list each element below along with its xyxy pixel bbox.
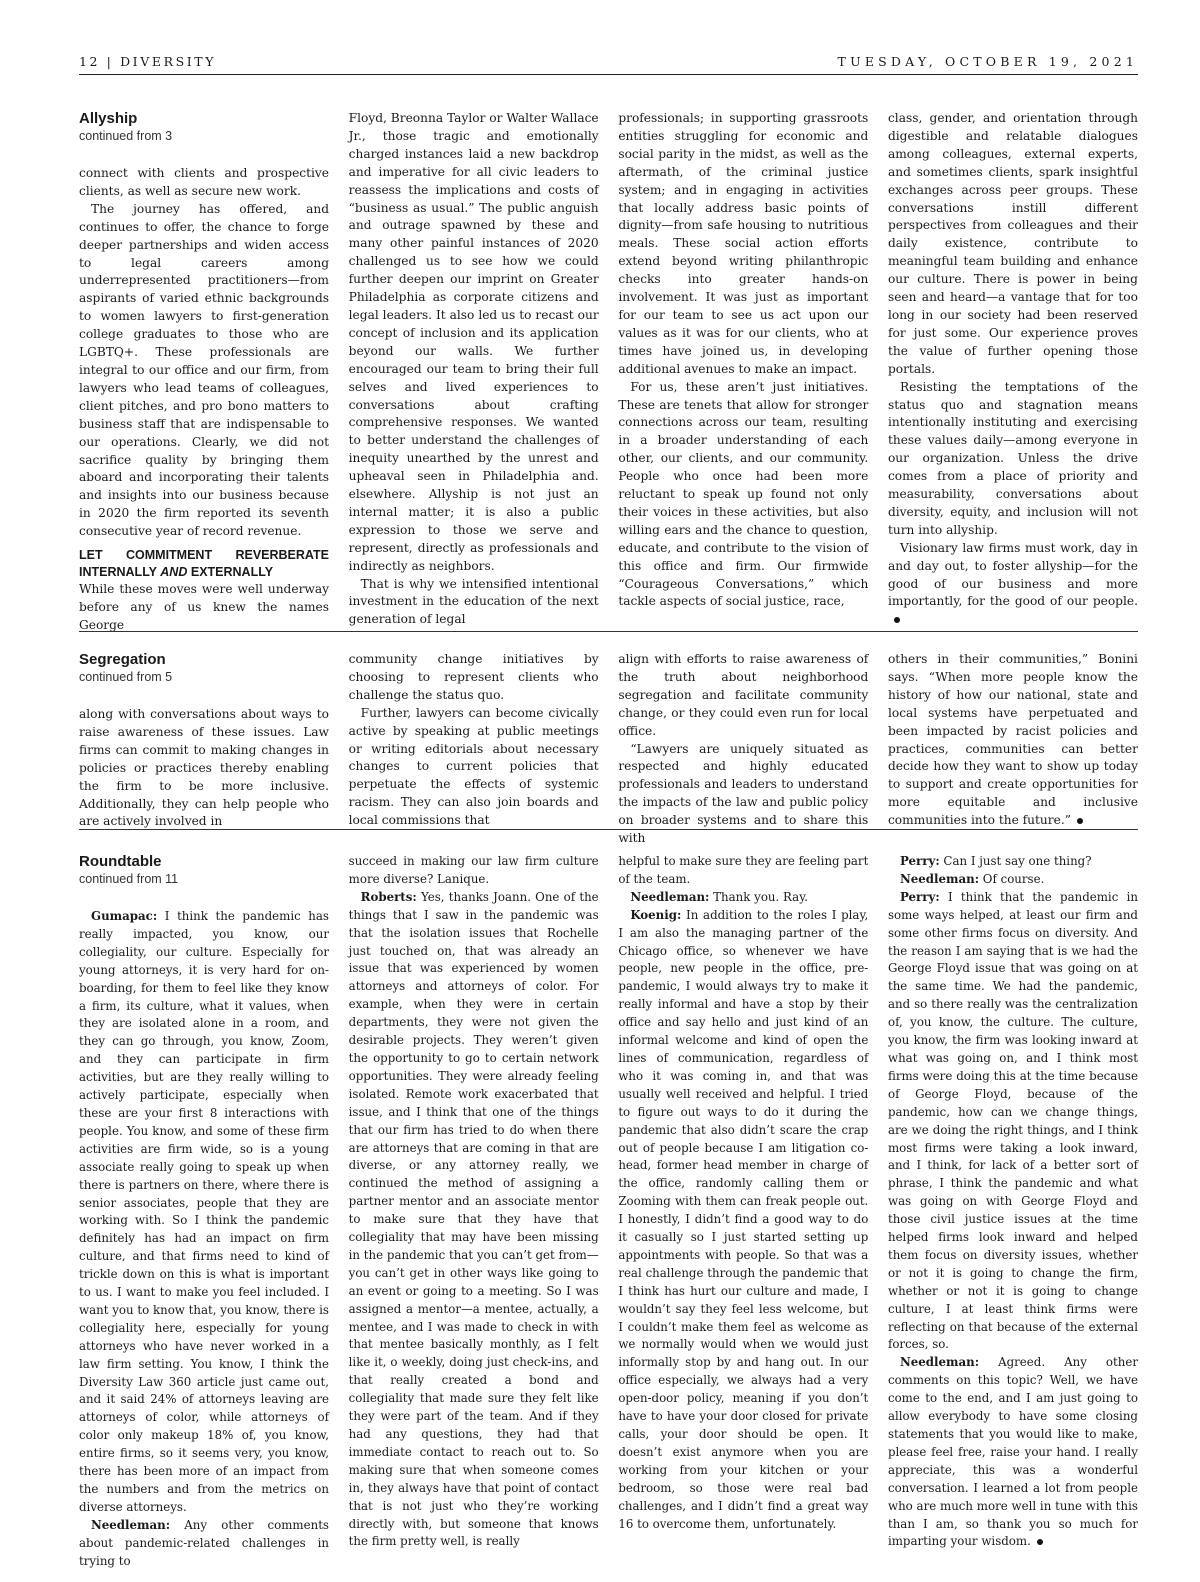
continued-note: continued from 3 bbox=[79, 129, 173, 143]
roundtable-col-4 bbox=[888, 853, 1138, 1571]
paragraph: Floyd, Breonna Taylor or Walter Wallace Jr., those tragic and emotionally charged instances laid a new backdrop and imperative for all civic leaders to reassess the implications and costs of “business as usual.” The public anguish and outrage spawned by these and many other painful instances of 2020 challenged us to see how we could further deepen our imprint on Greater Philadelphia as corporate citizens and legal leaders. It also led us to recast our concept of inclusion and its application beyond our walls. We further encouraged our team to bring their full selves and lived experiences to conversations about crafting comprehensive responses. We wanted to better understand the challenges of inequity unearthed by the unrest and upheaval seen in Philadelphia and. elsewhere. Allyship is not just an internal matter; it is also a public expression to those we serve and represent, directly as professionals and indirectly as neighbors. bbox=[348, 111, 599, 573]
segregation-col-1 bbox=[79, 651, 329, 848]
article-segregation bbox=[79, 651, 1138, 848]
paragraph: The journey has offered, and continues to offer, the chance to forge deeper partnerships and widen access to legal careers among underrepresented practitioners—from aspirants of varied ethnic backgrounds to women lawyers to first-generation college graduates to those who are LGBTQ+. These professionals are integral to our office and our firm, from lawyers who lead teams of colleagues, client pitches, and pro bono matters to business staff that are indispensable to our operations. Clearly, we did not sacrifice quality by bringing them aboard and incorporating their talents and insights into our business because in 2020 the firm reported its seventh consecutive year of record revenue. bbox=[79, 201, 329, 539]
subheading: LET COMMITMENT REVERBERATE INTERNALLY AND EXTERNALLY bbox=[79, 548, 329, 580]
paragraph: community change initiatives by choosing to represent clients who challenge the status quo. bbox=[348, 652, 599, 702]
article-title: Allyship bbox=[79, 110, 138, 127]
allyship-col-2 bbox=[349, 110, 599, 635]
paragraph: connect with clients and prospective clients, as well as secure new work. bbox=[79, 166, 329, 198]
paragraph-end: Visionary law firms must work, day in and day out, to foster allyship—for the good of our business and more importantly, for the good of our people. bbox=[888, 540, 1138, 630]
segregation-col-3 bbox=[618, 651, 868, 848]
header-rule bbox=[79, 74, 1138, 75]
article-allyship bbox=[79, 110, 1138, 635]
paragraph: helpful to make sure they are feeling part of the team. bbox=[618, 854, 869, 886]
paragraph: professionals; in supporting grassroots entities struggling for economic and social parity in the midst, as well as the aftermath, of the criminal justice system; and in engaging in activities that locally address basic points of dignity—from safe housing to nutritious meals. These social action efforts extend beyond writing philanthropic checks into greater hands-on involvement. It was just as important for our team to see us act upon our values as it was for our clients, who at times have joined us, in developing additional avenues to make an impact. bbox=[618, 111, 869, 376]
segregation-col-2 bbox=[349, 651, 599, 848]
roundtable-col-2 bbox=[349, 853, 599, 1571]
paragraph: Gumapac: I think the pandemic has really impacted, you know, our collegiality, our culture. Especially for young attorneys, it is very hard for on-boarding, for them to feel like they know a firm, its culture, what it values, when they are isolated alone in a room, and they can go through, you know, Zoom, and they can participate in firm activities, but are they really willing to actively participate, especially when these are your first 8 interactions with people. You know, and some of these firm activities are firm wide, so is a young associate really going to speak up when there is partners on there, where there is senior associates, people that they are working with. So I think the pandemic definitely has had an impact on firm culture, and that firms need to kind of trickle down on this is what is important to us. I want to make you feel included. I want you to know that, you know, there is collegiality here, especially for young attorneys who have never worked in a law firm setting. You know, I think the Diversity Law 360 article just came out, and it said 24% of attorneys leaving are attorneys of color, while attorneys of color only makeup 18% of, you know, entire firms, so it seems very, you know, there has been more of an impact from the numbers and from the metrics on diverse attorneys. bbox=[79, 909, 329, 1514]
segregation-col-4 bbox=[888, 651, 1138, 848]
roundtable-col-1 bbox=[79, 853, 329, 1571]
paragraph: For us, these aren’t just initiatives. These are tenets that allow for stronger connections across our team, resulting in a broader understanding of each other, our clients, and our community. People who once had been more reluctant to speak up found not only their voices in these activities, but also willing ears and the chance to question, educate, and contribute to the vision of this office and firm. Our firmwide “Courageous Conversations,” which tackle aspects of social justice, race, bbox=[618, 379, 869, 609]
paragraph-end: others in their communities,” Bonini says. “When more people know the history of how our national, state and local systems have perpetuated and been impacted by racist policies and practices, communities can better decide how they want to show up today to support and create opportunities for more equitable and inclusive communities into the future.” bbox=[887, 652, 1138, 828]
continued-note: continued from 11 bbox=[79, 872, 179, 886]
paragraph-end: Needleman: Agreed. Any other comments on this topic? Well, we have come to the end, and I am just going to allow everybody to have some closing statements that you would like to make, please feel free, raise your hand. I really appreciate, this was a wonderful conversation. I learned a lot from people who are much more well in tune with this than I am, so thank you so much for imparting your wisdom. bbox=[887, 1355, 1138, 1549]
allyship-col-1 bbox=[79, 110, 329, 635]
paragraph: Roberts: Yes, thanks Joann. One of the things that I saw in the pandemic was that the isolation issues that Rochelle just touched on, that was already an issue that was experienced by women attorneys and attorneys of color. For example, when they were in certain departments, they were not given the desirable projects. They weren’t given the opportunity to go to certain network opportunities. They were already feeling isolated. Remote work exacerbated that issue, and I think that one of the things that our firm has tried to do when there are attorneys that are coming in that are diverse, or any attorney really, we continued the method of assigning a partner mentor and an associate mentor to make sure that they have that collegiality that may have been missing in the pandemic that you can’t get from—you can’t get in other ways like going to an event or going to a meeting. So I was assigned a mentor—a mentee, actually, a mentee, and I was made to check in with that mentee basically monthly, as I felt like it, o weekly, doing just check-ins, and that really created a bond and collegiality that made sure they felt like they were part of the team. And if they had any questions, they had that immediate contact to reach out to. So making sure that when someone comes in, they always have that point of contact that is not just who they’re working directly with, but someone that knows the firm pretty well, is really bbox=[348, 889, 599, 1549]
article-title: Segregation bbox=[79, 651, 166, 668]
paragraph: While these moves were well underway before any of us knew the names George bbox=[79, 582, 329, 632]
page-date: TUESDAY, OCTOBER 19, 2021 bbox=[837, 54, 1138, 69]
paragraph: Perry: Can I just say one thing? bbox=[899, 854, 1092, 868]
page-header bbox=[79, 54, 1138, 74]
paragraph: Needleman: Any other comments about pandemic-related challenges in trying to bbox=[79, 1517, 329, 1568]
allyship-col-3 bbox=[618, 110, 868, 635]
end-mark-icon bbox=[1037, 1539, 1043, 1545]
paragraph: succeed in making our law firm culture more diverse? Lanique. bbox=[348, 854, 599, 886]
article-title: Roundtable bbox=[79, 853, 162, 870]
section-divider bbox=[79, 829, 1138, 830]
paragraph: class, gender, and orientation through digestible and relatable dialogues among colleagues, external experts, and sometimes clients, spark insightful exchanges across peer groups. These conversations instill different perspectives from colleagues and their daily existence, contribute to meaningful team building and enhance our culture. There is power in being seen and heard—a vantage that for too long in our society had been reserved for just some. Our experience proves the value of further opening those portals. bbox=[887, 111, 1138, 376]
paragraph: Needleman: Of course. bbox=[899, 871, 1045, 886]
continued-note: continued from 5 bbox=[79, 670, 173, 684]
roundtable-col-3 bbox=[618, 853, 868, 1571]
allyship-col-4 bbox=[888, 110, 1138, 635]
section-divider bbox=[79, 631, 1138, 632]
end-mark-icon bbox=[1077, 818, 1083, 824]
paragraph: That is why we intensified intentional investment in the education of the next generation of legal bbox=[348, 576, 599, 627]
paragraph: Further, lawyers can become civically active by speaking at public meetings or writing editorials about necessary changes to current policies that perpetuate the effects of systemic racism. They can also join boards and local commissions that bbox=[348, 705, 599, 828]
paragraph: Koenig: In addition to the roles I play, I am also the managing partner of the Chicago office, so whenever we have people, new people in the office, pre-pandemic, I would always try to make it really informal and have a stop by their office and say hello and just kind of an informal welcome and kind of open the lines of communication, regardless of who it was coming in, and that was usually well received and helpful. I tried to figure out ways to do it during the pandemic that also didn’t scare the crap out of people because I am litigation co-head, former head member in charge of the office, randomly calling them or Zooming with them can freak people out. I honestly, I didn’t find a good way to do it casually so I just started setting up appointments with people. So that was a real challenge through the pandemic that I think has hurt our culture and made, I wouldn’t say they feel less welcome, but I couldn’t make them feel as welcome as we normally would when we would just informally stop by and hang out. In our office especially, we always had a very open-door policy, meaning if you don’t have to have your door closed for private calls, your door should be open. It doesn’t exist anymore when you are working from your kitchen or your bedroom, so those were real bad challenges, and I didn’t find a great way 16 to overcome them, unfortunately. bbox=[618, 907, 869, 1531]
paragraph: align with efforts to raise awareness of the truth about neighborhood segregation and facilitate community change, or they could even run for local office. bbox=[618, 652, 869, 738]
paragraph: along with conversations about ways to raise awareness of these issues. Law firms can commit to making changes in policies or practices thereby enabling the firm to be more inclusive. Additionally, they can help people who are actively involved in bbox=[79, 707, 329, 829]
paragraph: Needleman: Thank you. Ray. bbox=[630, 889, 809, 904]
page-section-label: 12 | DIVERSITY bbox=[79, 54, 217, 69]
paragraph: Perry: I think that the pandemic in some ways helped, at least our firm and some other firms focus on diversity. And the reason I am saying that is we had the George Floyd issue that was going on at the same time. We had the pandemic, and so there really was the centralization of, you know, the culture. The culture, you know, the firm was looking inward at what was going on, and I think most firms were doing this at the time because of George Floyd, because of the pandemic, how can we change things, are we doing the right things, and I think most firms were taking a look inward, and I think, for lack of a better sort of phrase, I think the pandemic and what was going on with George Floyd and those civil justice issues at the time helped firms look inward and helped them focus on diversity issues, whether or not it is going to change the firm, whether or not it is going to change culture, I at least think firms were reflecting on that because of the external forces, so. bbox=[887, 889, 1138, 1352]
end-mark-icon bbox=[894, 617, 900, 623]
paragraph: “Lawyers are uniquely situated as respected and highly educated professionals and leaders to understand the impacts of the law and public policy on broader systems and to share this with bbox=[618, 741, 869, 846]
article-roundtable bbox=[79, 853, 1138, 1571]
paragraph: Resisting the temptations of the status quo and stagnation means intentionally instituting and exercising these values daily—among everyone in our organization. Unless the drive comes from a place of priority and measurability, conversations about diversity, equity, and inclusion will not turn into allyship. bbox=[887, 379, 1138, 537]
